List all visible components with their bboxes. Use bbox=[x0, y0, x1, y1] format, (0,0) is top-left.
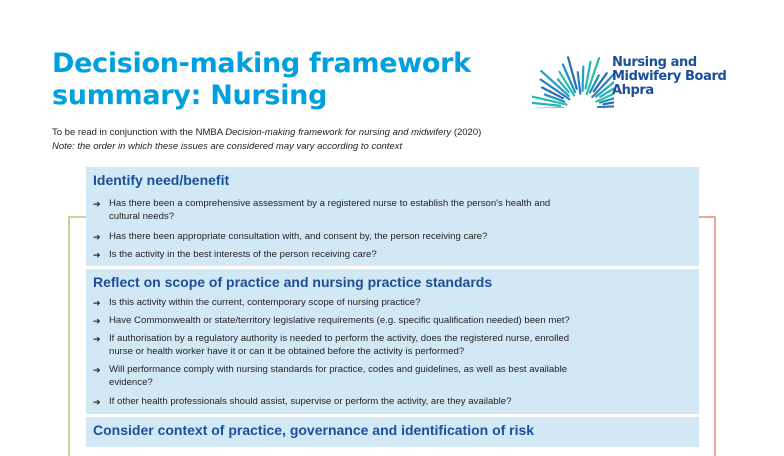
order-note: Note: the order in which these issues are considered may vary according to context bbox=[52, 141, 403, 152]
arrow-bullet-icon: ➔ bbox=[93, 316, 101, 326]
arrow-bullet-icon: ➔ bbox=[93, 334, 101, 344]
list-item: ➔ Is this activity within the current, contemporary scope of nursing practice? bbox=[93, 297, 421, 308]
logo-text bbox=[612, 56, 726, 98]
page-title-line-2: summary: Nursing bbox=[52, 80, 328, 111]
logo-line-1: Nursing and bbox=[612, 55, 697, 70]
arrow-bullet-icon: ➔ bbox=[93, 199, 101, 209]
intro-text bbox=[52, 126, 481, 140]
arrow-bullet-icon: ➔ bbox=[93, 397, 101, 407]
right-bracket-line bbox=[696, 216, 716, 456]
list-item: ➔ Is the activity in the best interests of the person receiving care? bbox=[93, 249, 377, 260]
section-title: Consider context of practice, governance and identification of risk bbox=[93, 422, 535, 438]
arrow-bullet-icon: ➔ bbox=[93, 365, 101, 375]
section-title: Identify need/benefit bbox=[93, 172, 230, 188]
left-bracket-line bbox=[68, 216, 88, 456]
fan-arc-logo-icon bbox=[532, 46, 614, 108]
logo-line-2: Midwifery Board bbox=[612, 69, 727, 84]
section-scope-of-practice bbox=[86, 269, 699, 414]
section-identify-need bbox=[86, 167, 699, 266]
section-title: Reflect on scope of practice and nursing practice standards bbox=[93, 274, 493, 290]
list-item: ➔ Will performance comply with nursing standards for practice, codes and guidelines, as well as best available evidence? bbox=[93, 364, 568, 388]
intro-text-start: To be read in conjunction with the NMBA bbox=[52, 127, 226, 138]
page-title bbox=[52, 48, 471, 112]
intro-text-year: (2020) bbox=[451, 127, 482, 138]
list-item: ➔ Have Commonwealth or state/territory legislative requirements (e.g. specific qualification needed) been met? bbox=[93, 315, 570, 326]
list-item: ➔ Has there been a comprehensive assessment by a registered nurse to establish the person's health and cultural needs? bbox=[93, 198, 551, 222]
list-item: ➔ If other health professionals should assist, supervise or perform the activity, are they available? bbox=[93, 396, 512, 407]
page-title-line-1: Decision-making framework bbox=[52, 48, 471, 79]
section-context-of-practice bbox=[86, 417, 699, 447]
list-item: ➔ If authorisation by a regulatory authority is needed to perform the activity, does the registered nurse, enrolled nurse or health worker have it or can it be obtained before the activity is performed? bbox=[93, 333, 570, 357]
nmba-logo bbox=[532, 46, 768, 108]
logo-line-3: Ahpra bbox=[612, 83, 654, 98]
arrow-bullet-icon: ➔ bbox=[93, 232, 101, 242]
arrow-bullet-icon: ➔ bbox=[93, 250, 101, 260]
framework-reference: Decision-making framework for nursing and midwifery bbox=[225, 127, 452, 138]
list-item: ➔ Has there been appropriate consultation with, and consent by, the person receiving care? bbox=[93, 231, 488, 242]
arrow-bullet-icon: ➔ bbox=[93, 298, 101, 308]
